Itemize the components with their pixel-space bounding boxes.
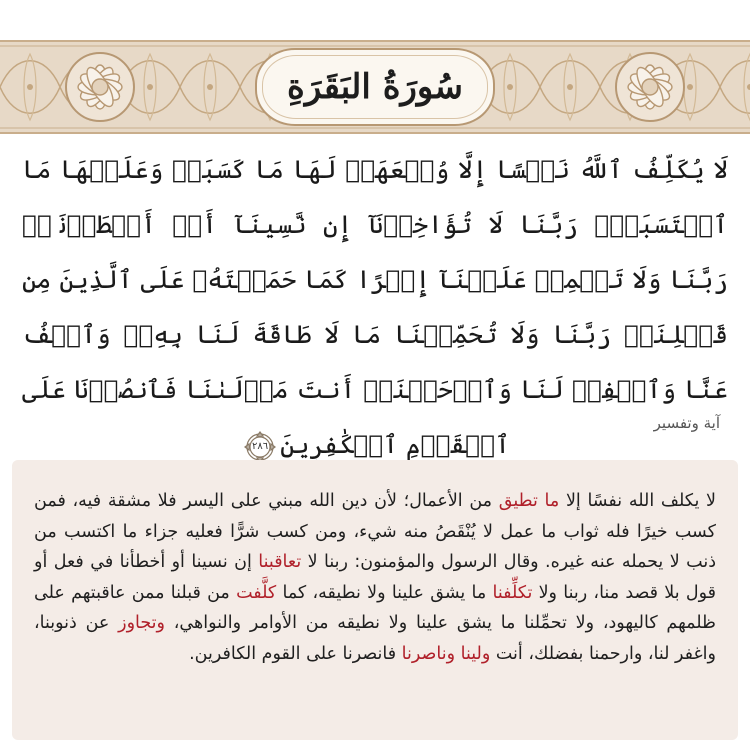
tafsir-segment: لا يكلف الله نفسًا إلا (559, 491, 716, 511)
tafsir-segment: من قبلنا ممن عاقبتهم على ظلمهم كاليهود، ولا تحمِّلنا ما يشق علينا ولا نطيقه من الأوامر والنواهي، (34, 582, 716, 633)
tafsir-segment: عن ذنوبنا، واغفر لنا، وارحمنا بفضلك، أنت (34, 613, 716, 664)
surah-title: سُورَةُ البَقَرَةِ (287, 67, 463, 107)
tafsir-highlight: تكلِّفنا (492, 582, 533, 603)
tafsir-segment: ما يشق علينا ولا نطيقه، كما (276, 582, 493, 603)
surah-header-band (0, 40, 750, 134)
tafsir-highlight: ما تطيق (498, 491, 560, 511)
tafsir-box (12, 460, 738, 740)
left-rosette-icon (66, 53, 134, 121)
tafsir-segment: إن نسينا أو أخطأنا في فعل أو قول بلا قصد منا، ربنا ولا (34, 552, 716, 603)
tafsir-text (34, 486, 716, 669)
right-rosette-icon (616, 53, 684, 121)
tafsir-highlight: وتجاوز (118, 613, 165, 633)
verse-text-block (22, 142, 728, 472)
ayah-number: ٢٨٦ (252, 440, 269, 452)
tafsir-segment: فانصرنا على القوم الكافرين. (189, 643, 402, 664)
title-cartouche (255, 48, 495, 126)
tafsir-segment: من الأعمال؛ لأن دين الله مبني على اليسر فلا مشقة فيه، فمن كسب خيرًا فله ثواب ما عمل لا يُنْقَصُ منه شيء، ومن كسب شرًّا فعليه جزاء ما اكتسب من ذنب لا يحمله عنه غيره. وقال الرسول والمؤمنون: ربنا لا (34, 491, 716, 572)
tafsir-highlight: ولينا وناصرنا (401, 643, 491, 664)
section-label: آية وتفسير (653, 414, 720, 432)
tafsir-highlight: كلَّفت (236, 582, 277, 603)
ayah-number-marker (244, 431, 276, 463)
tafsir-highlight: تعاقبنا (258, 552, 302, 572)
verse-text: لَا يُكَلِّفُ ٱللَّهُ نَفۡسًا إِلَّا وُسۡعَهَاۚ لَهَا مَا كَسَبَتۡ وَعَلَيۡهَا مَا ٱكۡتَسَبَتۡۗ رَبَّنَا لَا تُؤَاخِذۡنَآ إِن نَّسِينَآ أَوۡ أَخۡطَأۡنَاۚ رَبَّنَا وَلَا تَحۡمِلۡ عَلَيۡنَآ إِصۡرًا كَمَا حَمَلۡتَهُۥ عَلَى ٱلَّذِينَ مِن قَبۡلِنَاۚ رَبَّنَا وَلَا تُحَمِّلۡنَا مَا لَا طَاقَةَ لَنَا بِهِۦۖ وَٱعۡفُ عَنَّا وَٱغۡفِرۡ لَنَا وَٱرۡحَمۡنَآۚ أَنتَ مَوۡلَىٰنَا فَٱنصُرۡنَا عَلَى ٱلۡقَوۡمِ ٱلۡكَٰفِرِينَ (22, 155, 728, 459)
